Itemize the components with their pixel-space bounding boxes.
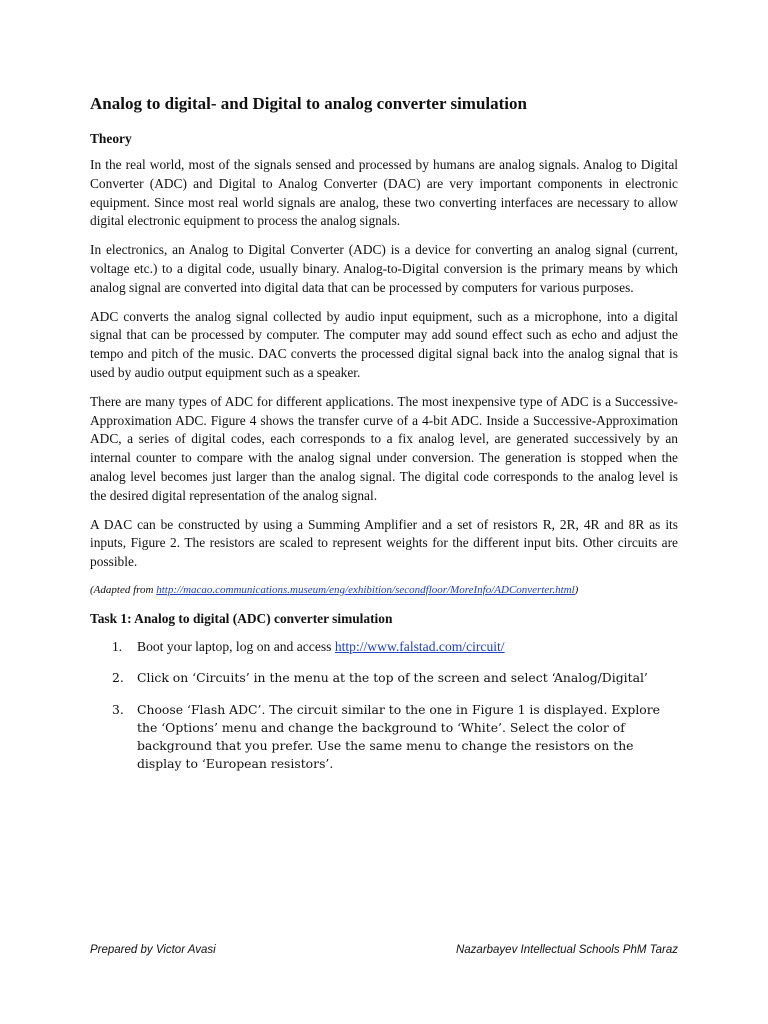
- footer-author: Prepared by Victor Avasi: [90, 944, 216, 956]
- adapted-suffix: ): [574, 583, 579, 596]
- document-body: [90, 92, 678, 787]
- step-number: 2.: [112, 670, 124, 686]
- paragraph-adc-audio: ADC converts the analog signal collected by audio input equipment, such as a microphone, into a digital signal that can be processed by computer. The computer may add sound effect such as echo and adjust the tempo and pitch of the music. DAC converts the processed digital signal back into the analog signal that is used by audio output equipment such as a speaker.: [90, 308, 678, 380]
- adapted-prefix: (Adapted from: [90, 583, 157, 596]
- document-title: Analog to digital- and Digital to analog converter simulation: [90, 94, 527, 113]
- theory-heading: Theory: [90, 131, 132, 146]
- list-item: [90, 701, 678, 774]
- step-1-text: Boot your laptop, log on and access: [137, 638, 335, 654]
- paragraph-adc-definition: In electronics, an Analog to Digital Converter (ADC) is a device for converting an analog signal (current, voltage etc.) to a digital code, usually binary. Analog-to-Digital conversion is the primary means by which analog signal are converted into digital data that can be processed by computers for various purposes.: [90, 242, 678, 295]
- list-item: [90, 638, 678, 656]
- paragraph-dac: A DAC can be constructed by using a Summing Amplifier and a set of resistors R, 2R, 4R and 8R as its inputs, Figure 2. The resistors are scaled to represent weights for the different input bits. Other circuits are possible.: [90, 516, 678, 570]
- step-3-text: Choose ‘Flash ADC’. The circuit similar to the one in Figure 1 is displayed. Explore the ‘Options’ menu and change the background to ‘White’. Select the color of background that you prefer. Use the same menu to change the resistors on the display to ‘European resistors’.: [137, 701, 661, 772]
- step-number: 3.: [112, 701, 124, 717]
- adapted-source-link[interactable]: http://macao.communications.museum/eng/exhibition/secondfloor/MoreInfo/ADConverter.html: [156, 583, 575, 596]
- task-steps-list: [90, 638, 678, 774]
- step-text: [137, 638, 678, 656]
- task-1-heading: Task 1: Analog to digital (ADC) converter simulation: [90, 610, 393, 626]
- footer-school: Nazarbayev Intellectual Schools PhM Taraz: [455, 944, 678, 956]
- paragraph-adc-types: There are many types of ADC for different applications. The most inexpensive type of ADC is a Successive-Approximation ADC. Figure 4 shows the transfer curve of a 4-bit ADC. Inside a Successive-Approximation ADC, a series of digital codes, each corresponds to a fix analog level, are generated successively by an internal counter to compare with the analog signal under conversion. The generation is stopped when the analog level becomes just larger than the analog signal. The digital code corresponds to the analog level is the desired digital representation of the analog signal.: [90, 393, 678, 503]
- falstad-link[interactable]: http://www.falstad.com/circuit/: [334, 638, 505, 654]
- step-number: 1.: [112, 638, 123, 654]
- adapted-from-note: [90, 582, 678, 598]
- paragraph-intro: In the real world, most of the signals sensed and processed by humans are analog signals. Analog to Digital Converter (ADC) and Digital to Analog Converter (DAC) are very important components in electronic equipment. Since most real world signals are analog, these two converting interfaces are necessary to allow digital electronic equipment to process the analog signals.: [90, 157, 678, 229]
- step-2-text: Click on ‘Circuits’ in the menu at the top of the screen and select ‘Analog/Digital’: [137, 670, 648, 686]
- list-item: [90, 669, 678, 687]
